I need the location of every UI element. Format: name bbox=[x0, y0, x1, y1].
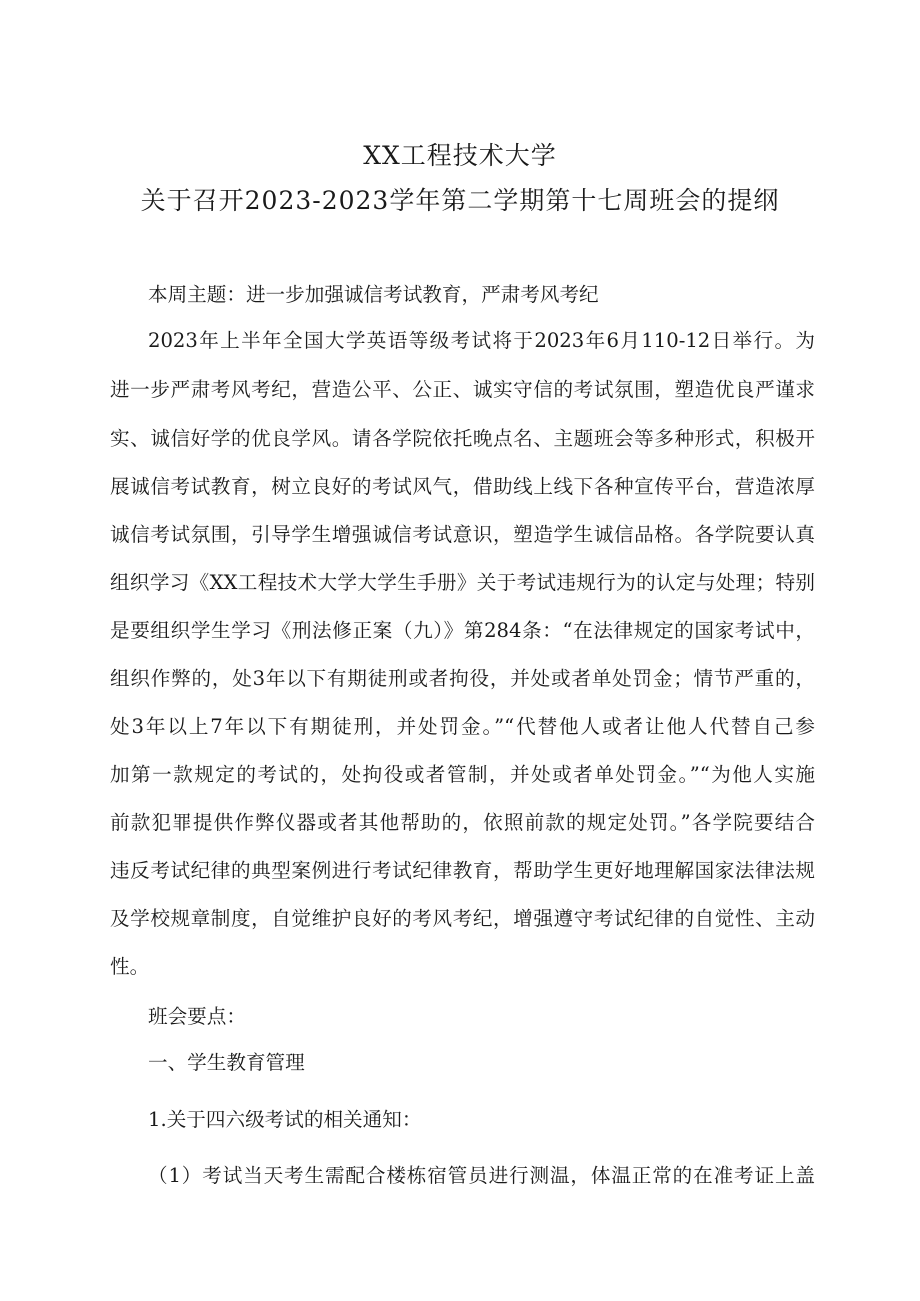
body-line: 性。 bbox=[110, 955, 150, 978]
body-line: 加第一款规定的考试的，处拘役或者管制，并处或者单处罚金。”“为他人实施 bbox=[110, 763, 815, 786]
university-title: XX工程技术大学 bbox=[363, 141, 557, 170]
body-line: 组织学习《XX工程技术大学大学生手册》关于考试违规行为的认定与处理；特别 bbox=[110, 571, 815, 594]
body-line: 组织作弊的，处3年以下有期徒刑或者拘役，并处或者单处罚金；情节严重的， bbox=[110, 667, 815, 690]
body-line: 处3年以上7年以下有期徒刑，并处罚金。”“代替他人或者让他人代替自己参 bbox=[110, 715, 815, 738]
body-line: 是要组织学生学习《刑法修正案（九）》第284条：“在法律规定的国家考试中， bbox=[110, 619, 815, 642]
body-line: 及学校规章制度，自觉维护良好的考风考纪，增强遵守考试纪律的自觉性、主动 bbox=[110, 907, 815, 930]
body-line: 前款犯罪提供作弊仪器或者其他帮助的，依照前款的规定处罚。”各学院要结合 bbox=[110, 811, 815, 834]
body-line: 展诚信考试教育，树立良好的考试风气，借助线上线下各种宣传平台，营造浓厚 bbox=[110, 475, 815, 498]
theme-line: 本周主题：进一步加强诚信考试教育，严肃考风考纪 bbox=[148, 283, 599, 306]
section-heading: 一、学生教育管理 bbox=[148, 1051, 305, 1074]
body-line: 2023年上半年全国大学英语等级考试将于2023年6月110-12日举行。为 bbox=[148, 329, 815, 352]
document-title: 关于召开2023-2023学年第二学期第十七周班会的提纲 bbox=[140, 186, 780, 215]
sub-list-item: （1）考试当天考生需配合楼栋宿管员进行测温，体温正常的在准考证上盖 bbox=[148, 1164, 815, 1187]
body-line: 实、诚信好学的优良学风。请各学院依托晚点名、主题班会等多种形式，积极开 bbox=[110, 427, 815, 450]
list-item-heading: 1.关于四六级考试的相关通知： bbox=[148, 1108, 422, 1131]
body-line: 进一步严肃考风考纪，营造公平、公正、诚实守信的考试氛围，塑造优良严谨求 bbox=[110, 378, 815, 401]
body-line: 违反考试纪律的典型案例进行考试纪律教育，帮助学生更好地理解国家法律法规 bbox=[110, 859, 815, 882]
meeting-points-heading: 班会要点： bbox=[148, 1005, 246, 1028]
body-line: 诚信考试氛围，引导学生增强诚信考试意识，塑造学生诚信品格。各学院要认真 bbox=[110, 523, 815, 546]
